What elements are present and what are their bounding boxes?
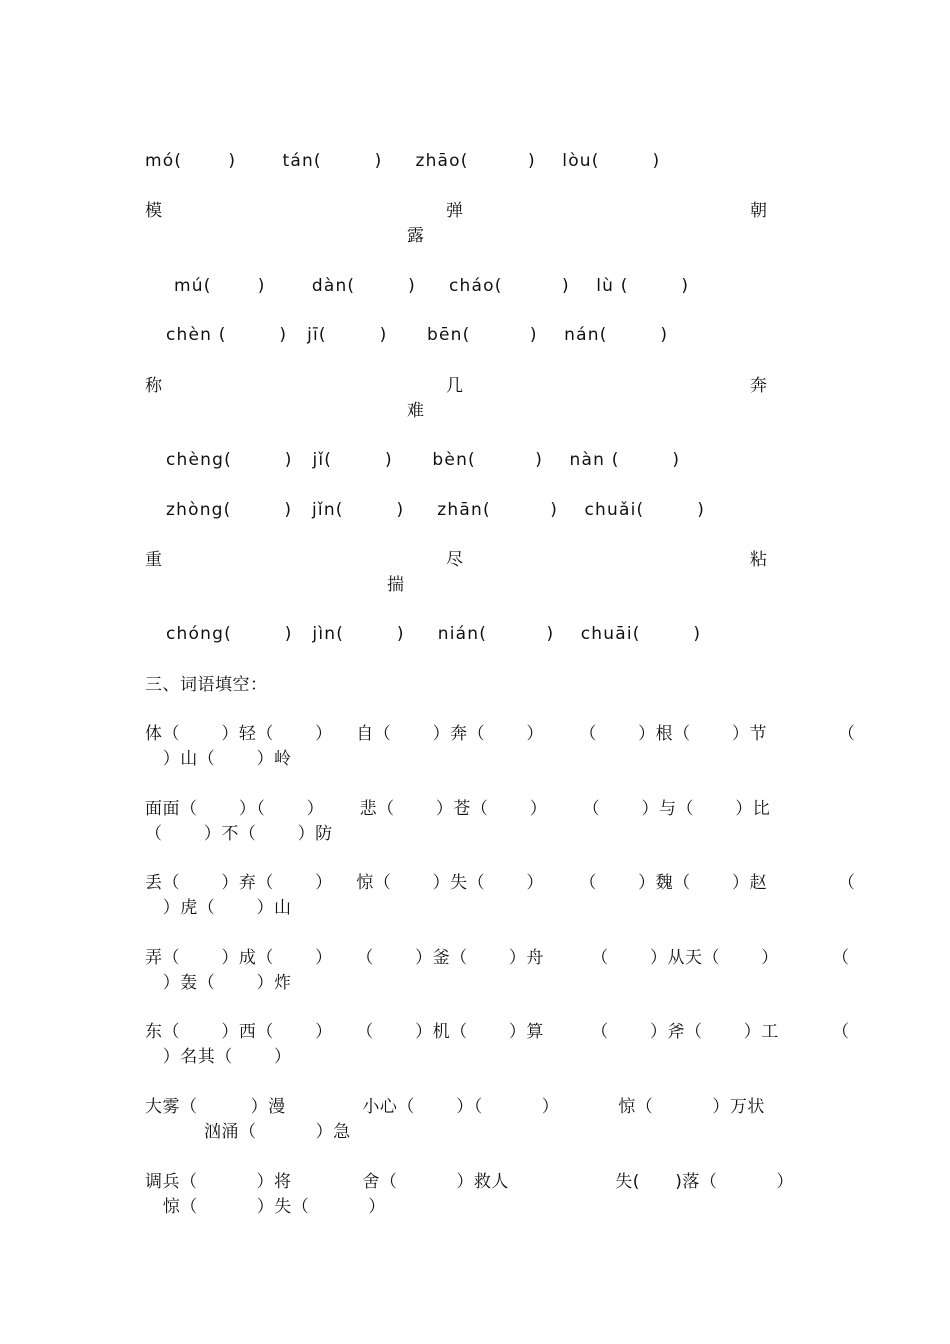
hanzi-char: 重 — [145, 550, 163, 570]
idiom-line: 惊（ ）失（ ） — [145, 1197, 386, 1217]
idiom-line: ）山（ ）岭 — [145, 749, 292, 769]
idiom-line: 体（ ）轻（ ） 自（ ）奔（ ） （ ）根（ ）节 （ — [145, 724, 856, 744]
idiom-line: 丢（ ）弃（ ） 惊（ ）失（ ） （ ）魏（ ）赵 （ — [145, 873, 856, 893]
hanzi-char: 粘 — [750, 550, 768, 570]
idiom-line: ）轰（ ）炸 — [145, 973, 292, 993]
pinyin-line: mú( ) dàn( ) cháo( ) lù ( ) — [174, 276, 690, 296]
hanzi-char: 朝 — [750, 201, 768, 221]
idiom-line: ）虎（ ）山 — [145, 898, 292, 918]
idiom-line: 东（ ）西（ ） （ ）机（ ）算 （ ）斧（ ）工 （ — [145, 1022, 850, 1042]
hanzi-char: 弹 — [446, 201, 464, 221]
idiom-line: （ ）不（ ）防 — [145, 824, 333, 844]
pinyin-line: chóng( ) jìn( ) nián( ) chuāi( ) — [166, 624, 702, 644]
hanzi-char: 露 — [407, 226, 425, 246]
section-title: 三、词语填空： — [145, 675, 268, 695]
hanzi-char: 称 — [145, 376, 163, 396]
hanzi-char: 模 — [145, 201, 163, 221]
pinyin-line: chèng( ) jǐ( ) bèn( ) nàn ( ) — [166, 450, 681, 470]
hanzi-char: 尽 — [446, 550, 464, 570]
idiom-line: 汹涌（ ）急 — [145, 1122, 351, 1142]
idiom-line: ）名其（ ） — [145, 1047, 292, 1067]
idiom-line: 大雾（ ）漫 小心（ ）（ ） 惊（ ）万状 — [145, 1097, 765, 1117]
hanzi-char: 揣 — [387, 575, 405, 595]
pinyin-line: zhòng( ) jǐn( ) zhān( ) chuǎi( ) — [166, 500, 706, 520]
pinyin-line: chèn ( ) jī( ) bēn( ) nán( ) — [166, 325, 669, 345]
idiom-line: 弄（ ）成（ ） （ ）釜（ ）舟 （ ）从天（ ） （ — [145, 948, 850, 968]
hanzi-char: 难 — [407, 401, 425, 421]
idiom-line: 面面（ ）（ ） 悲（ ）苍（ ） （ ）与（ ）比 — [145, 799, 771, 819]
pinyin-line: mó( ) tán( ) zhāo( ) lòu( ) — [145, 151, 661, 171]
idiom-line: 调兵（ ）将 舍（ ）救人 失( )落（ ） — [145, 1172, 794, 1192]
hanzi-char: 几 — [446, 376, 464, 396]
hanzi-char: 奔 — [750, 376, 768, 396]
